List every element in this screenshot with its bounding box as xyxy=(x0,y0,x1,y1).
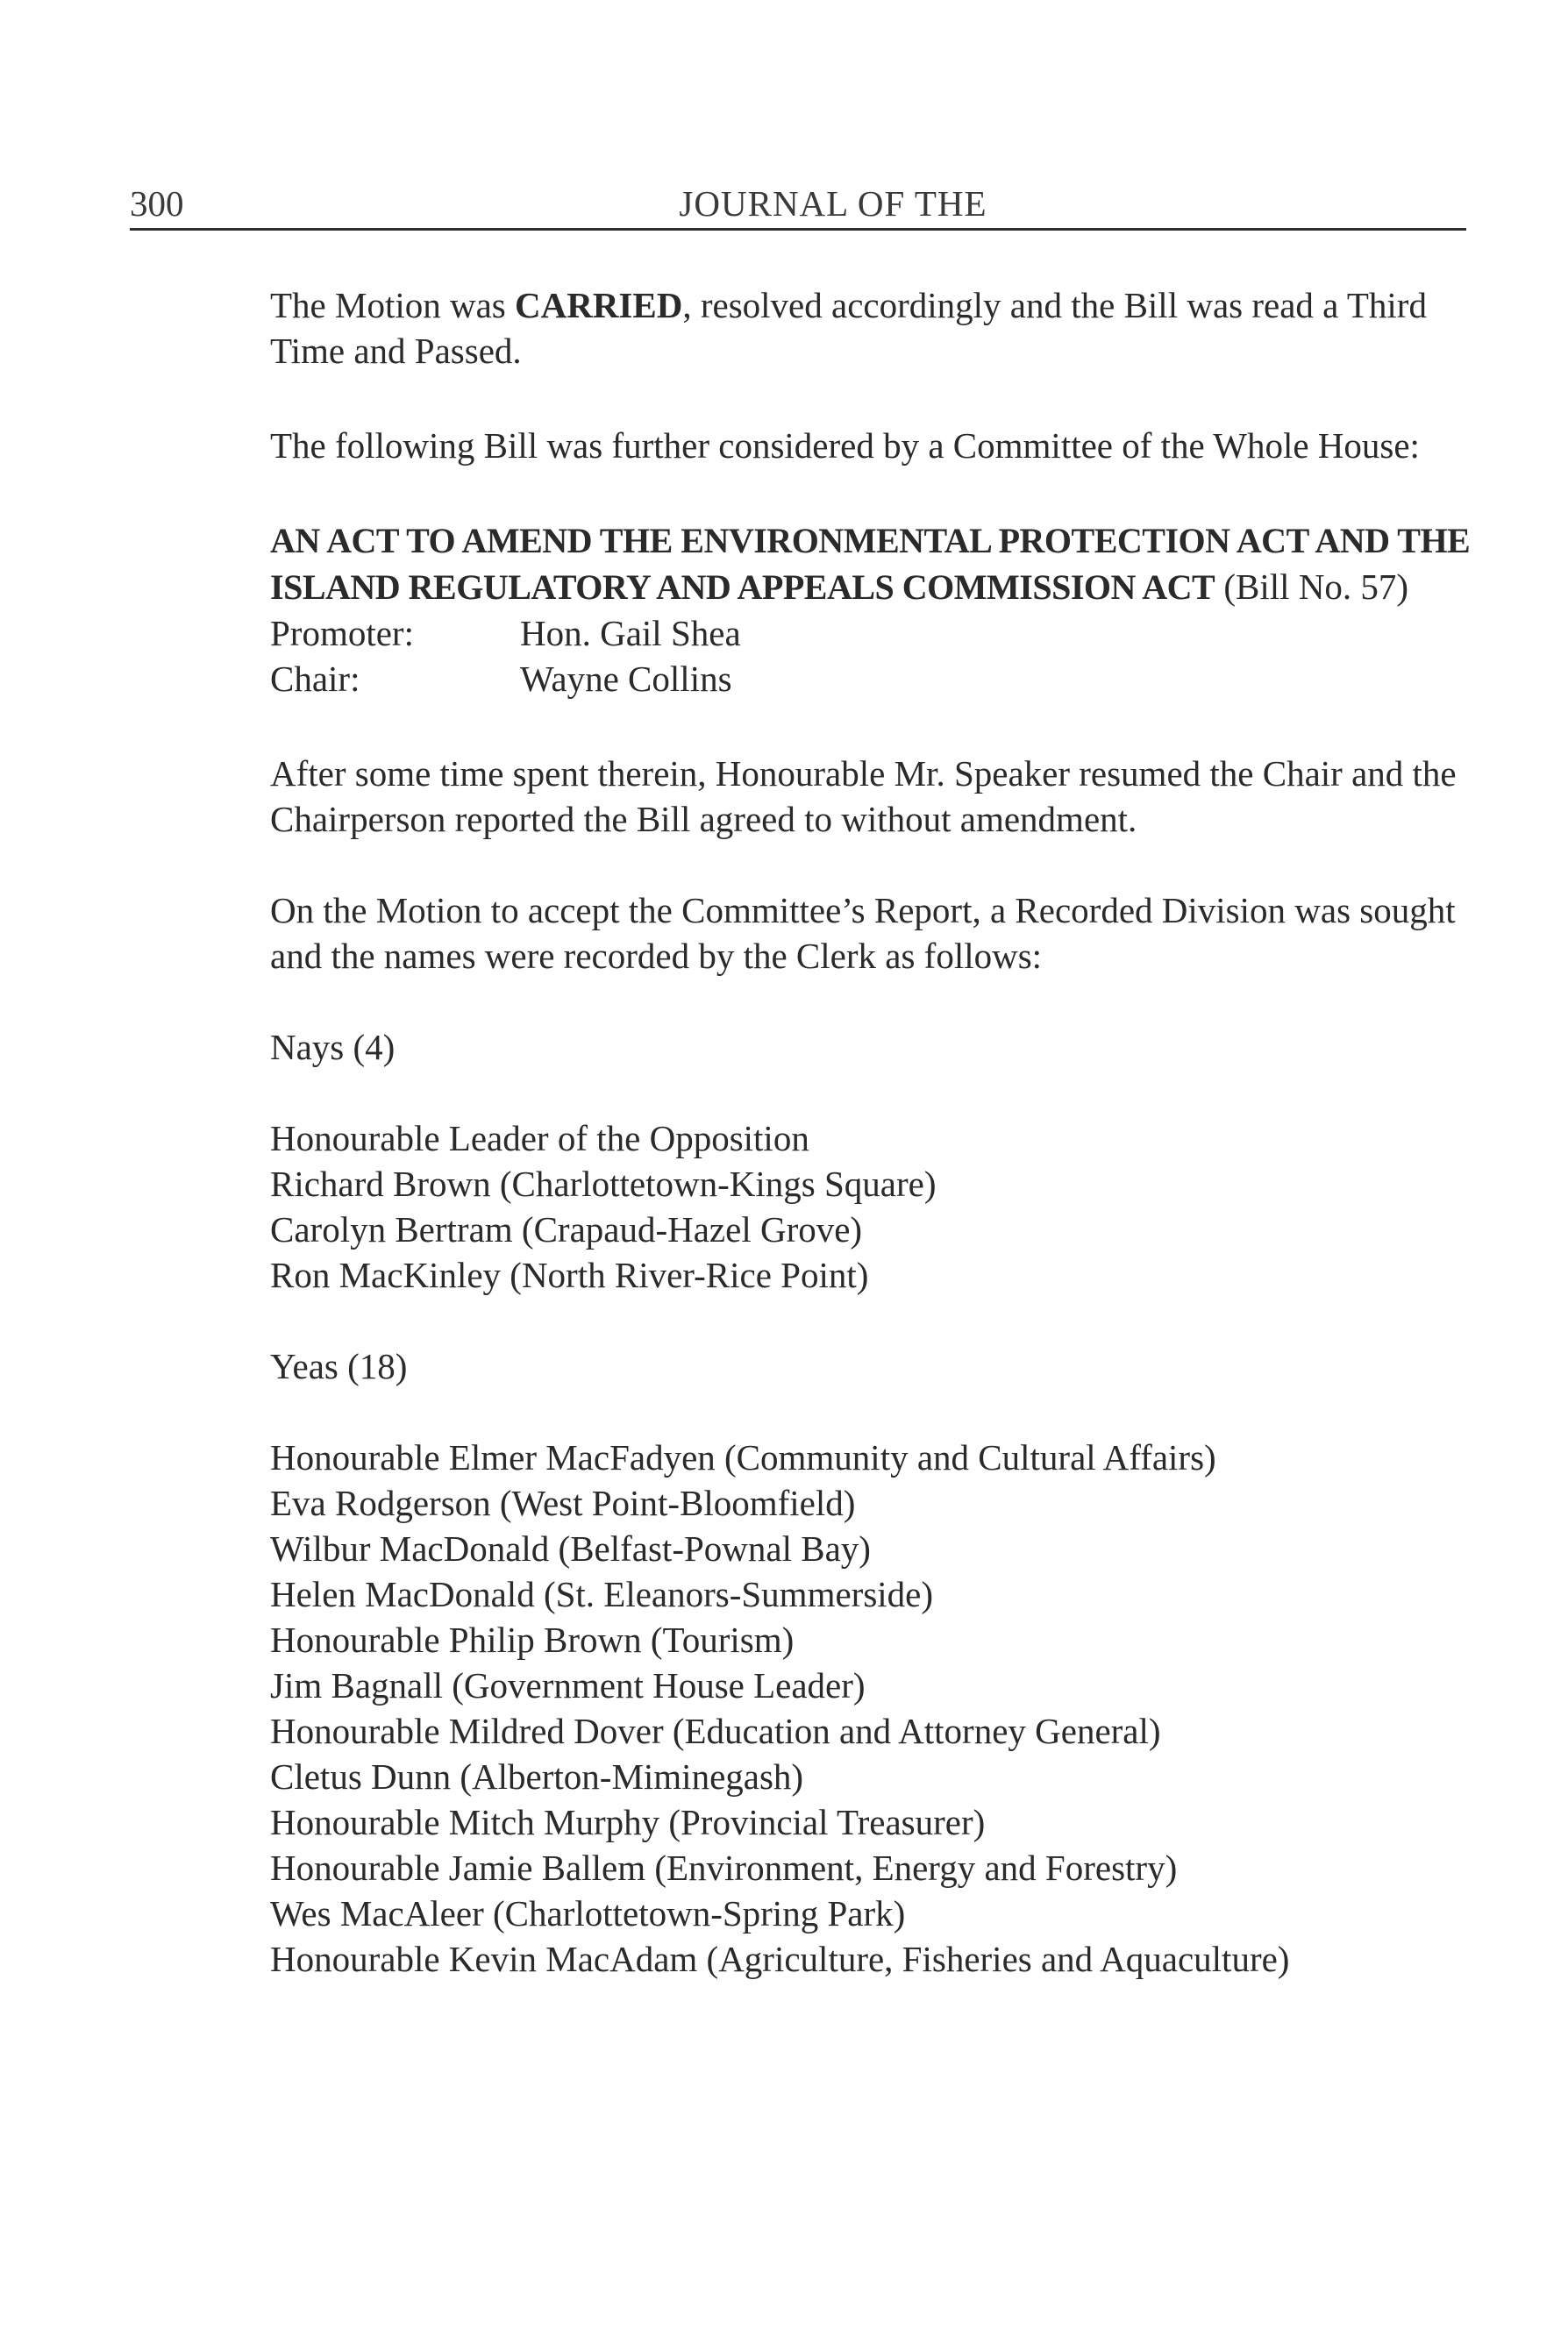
list-item: Carolyn Bertram (Crapaud-Hazel Grove) xyxy=(270,1209,863,1250)
carried-text: CARRIED xyxy=(515,285,683,325)
chair-label: Chair: xyxy=(270,659,360,699)
list-item: Eva Rodgerson (West Point-Bloomfield) xyxy=(270,1483,856,1523)
list-item: Honourable Elmer MacFadyen (Community and Cultural Affairs) xyxy=(270,1437,1216,1478)
promoter-label: Promoter: xyxy=(270,613,414,653)
bill-title xyxy=(270,517,1473,610)
yeas-list xyxy=(270,1435,1473,1982)
list-item: Wilbur MacDonald (Belfast-Pownal Bay) xyxy=(270,1528,871,1569)
chair-row xyxy=(270,656,1473,702)
recorded-division-paragraph: On the Motion to accept the Committee’s Report, a Recorded Division was sought and the names were recorded by the Clerk as follows: xyxy=(270,890,1456,976)
list-item: Richard Brown (Charlottetown-Kings Square) xyxy=(270,1164,937,1204)
list-item: Honourable Mitch Murphy (Provincial Treasurer) xyxy=(270,1802,986,1842)
bill-title-bold: AN ACT TO AMEND THE ENVIRONMENTAL PROTECTION ACT AND THE ISLAND REGULATORY AND APPEALS COMMISSION ACT xyxy=(270,521,1471,607)
page-number: 300 xyxy=(130,183,184,224)
list-item: Honourable Philip Brown (Tourism) xyxy=(270,1620,795,1660)
committee-report-paragraph: After some time spent therein, Honourable Mr. Speaker resumed the Chair and the Chairperson reported the Bill agreed to without amendment. xyxy=(270,753,1457,839)
nays-heading: Nays (4) xyxy=(270,1027,396,1067)
list-item: Honourable Kevin MacAdam (Agriculture, Fisheries and Aquaculture) xyxy=(270,1939,1290,1979)
bill-number: (Bill No. 57) xyxy=(1215,566,1409,607)
page-body xyxy=(270,282,1473,1982)
bill-block xyxy=(270,517,1473,702)
committee-intro-paragraph: The following Bill was further considered by a Committee of the Whole House: xyxy=(270,425,1420,466)
list-item: Honourable Mildred Dover (Education and Attorney General) xyxy=(270,1711,1161,1751)
list-item: Honourable Leader of the Opposition xyxy=(270,1118,809,1158)
header-rule xyxy=(130,228,1466,231)
list-item: Wes MacAleer (Charlottetown-Spring Park) xyxy=(270,1893,906,1934)
yeas-heading: Yeas (18) xyxy=(270,1346,408,1386)
running-title: JOURNAL OF THE xyxy=(679,183,987,224)
list-item: Ron MacKinley (North River-Rice Point) xyxy=(270,1255,869,1295)
chair-value: Wayne Collins xyxy=(520,659,732,699)
motion-prefix: The Motion was xyxy=(270,285,515,325)
promoter-value: Hon. Gail Shea xyxy=(520,613,741,653)
list-item: Jim Bagnall (Government House Leader) xyxy=(270,1665,866,1706)
nays-list xyxy=(270,1115,1473,1298)
promoter-row xyxy=(270,610,1473,656)
list-item: Honourable Jamie Ballem (Environment, Energy and Forestry) xyxy=(270,1848,1178,1888)
motion-carried-paragraph xyxy=(270,282,1473,374)
list-item: Cletus Dunn (Alberton-Miminegash) xyxy=(270,1756,804,1797)
list-item: Helen MacDonald (St. Eleanors-Summerside) xyxy=(270,1574,934,1614)
motion-suffix: , resolved accordingly and the Bill was read a Third Time and Passed. xyxy=(270,285,1427,371)
page-header xyxy=(130,182,1466,224)
